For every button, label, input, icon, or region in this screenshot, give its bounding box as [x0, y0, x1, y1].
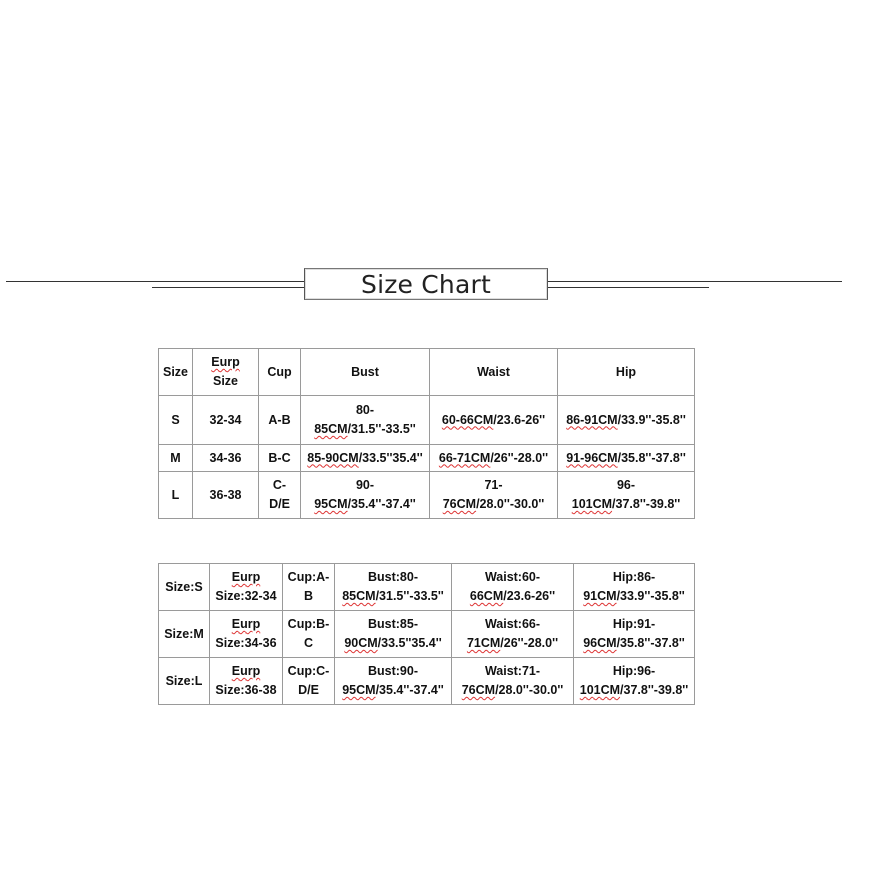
title-line-left-short: [152, 287, 304, 288]
cell-size: L: [159, 472, 193, 519]
table-row: [159, 564, 695, 611]
size-table-1: [158, 348, 695, 519]
table-row: [159, 472, 695, 519]
header-size: Size: [159, 349, 193, 396]
cell-hip: 96- 101CM/37.8''-39.8'': [558, 472, 695, 519]
table-row: [159, 611, 695, 658]
cell-size: S: [159, 396, 193, 445]
cell-bust: Bust:85- 90CM/33.5''35.4'': [335, 611, 452, 658]
cell-bust: 90- 95CM/35.4''-37.4'': [301, 472, 430, 519]
cell-eurp: 36-38: [193, 472, 259, 519]
table-header-row: [159, 349, 695, 396]
cell-hip: Hip:91- 96CM/35.8''-37.8'': [574, 611, 695, 658]
cell-size: Size:S: [159, 564, 210, 611]
cell-eurp: Eurp Size:32-34: [210, 564, 283, 611]
cell-bust: Bust:80- 85CM/31.5''-33.5'': [335, 564, 452, 611]
cell-size: M: [159, 445, 193, 472]
title-line-left-long: [6, 281, 304, 282]
cell-waist: 60-66CM/23.6-26'': [430, 396, 558, 445]
cell-hip: 91-96CM/35.8''-37.8'': [558, 445, 695, 472]
header-waist: Waist: [430, 349, 558, 396]
cell-bust: 80- 85CM/31.5''-33.5'': [301, 396, 430, 445]
cell-cup: Cup:A- B: [283, 564, 335, 611]
cell-cup: C- D/E: [259, 472, 301, 519]
title-line-right-long: [546, 281, 842, 282]
cell-waist: 71- 76CM/28.0''-30.0'': [430, 472, 558, 519]
cell-waist: Waist:66- 71CM/26''-28.0'': [452, 611, 574, 658]
cell-waist: Waist:60- 66CM/23.6-26'': [452, 564, 574, 611]
table-row: [159, 445, 695, 472]
header-eurp-size: Eurp Size: [193, 349, 259, 396]
cell-cup: Cup:B- C: [283, 611, 335, 658]
cell-hip: 86-91CM/33.9''-35.8'': [558, 396, 695, 445]
header-cup: Cup: [259, 349, 301, 396]
size-chart-title-box: [304, 268, 548, 300]
table-row: [159, 658, 695, 705]
cell-eurp: Eurp Size:36-38: [210, 658, 283, 705]
cell-eurp: 32-34: [193, 396, 259, 445]
cell-size: Size:M: [159, 611, 210, 658]
cell-size: Size:L: [159, 658, 210, 705]
cell-eurp: 34-36: [193, 445, 259, 472]
cell-cup: Cup:C- D/E: [283, 658, 335, 705]
cell-hip: Hip:96- 101CM/37.8''-39.8'': [574, 658, 695, 705]
cell-cup: A-B: [259, 396, 301, 445]
cell-cup: B-C: [259, 445, 301, 472]
size-table-2: [158, 563, 695, 705]
table-row: [159, 396, 695, 445]
cell-waist: Waist:71- 76CM/28.0''-30.0'': [452, 658, 574, 705]
header-bust: Bust: [301, 349, 430, 396]
title-line-right-short: [546, 287, 709, 288]
cell-bust: 85-90CM/33.5''35.4'': [301, 445, 430, 472]
cell-eurp: Eurp Size:34-36: [210, 611, 283, 658]
cell-waist: 66-71CM/26''-28.0'': [430, 445, 558, 472]
cell-hip: Hip:86- 91CM/33.9''-35.8'': [574, 564, 695, 611]
header-hip: Hip: [558, 349, 695, 396]
cell-bust: Bust:90- 95CM/35.4''-37.4'': [335, 658, 452, 705]
page-title: Size Chart: [361, 269, 491, 299]
